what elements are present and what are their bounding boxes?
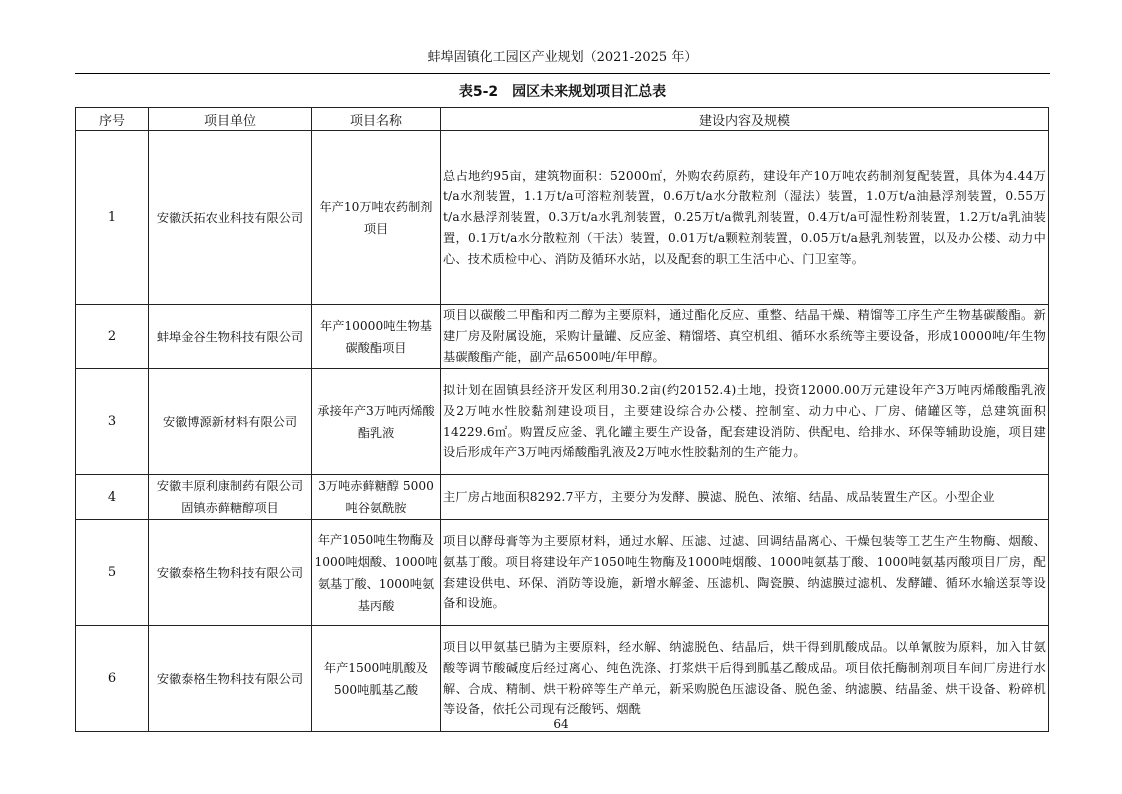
row-unit: 安徽沃拓农业科技有限公司	[149, 131, 312, 305]
row-unit: 安徽丰原利康制药有限公司固镇赤藓糖醇项目	[149, 475, 312, 520]
row-seq: 2	[76, 305, 149, 369]
column-header-name: 项目名称	[312, 108, 441, 131]
header-rule	[75, 73, 1050, 74]
table-row	[76, 131, 1049, 305]
row-seq: 3	[76, 369, 149, 475]
row-seq: 4	[76, 475, 149, 520]
row-name: 承接年产3万吨丙烯酸酯乳液	[312, 369, 441, 475]
row-desc: 项目以碳酸二甲酯和丙二醇为主要原料，通过酯化反应、重整、结晶干燥、精馏等工序生产生物基碳酸酯。新建厂房及附属设施，采购计量罐、反应釜、精馏塔、真空机组、循环水系统等主要设备，形成10000吨/年生物基碳酸酯产能，副产品6500吨/年甲醇。	[441, 305, 1049, 369]
table-row	[76, 369, 1049, 475]
table-row	[76, 626, 1049, 732]
row-unit: 安徽博源新材料有限公司	[149, 369, 312, 475]
table-row	[76, 520, 1049, 626]
page-header-title: 蚌埠固镇化工园区产业规划（2021-2025 年）	[427, 50, 698, 65]
row-unit: 蚌埠金谷生物科技有限公司	[149, 305, 312, 369]
table-caption: 表5-2 园区未来规划项目汇总表	[458, 84, 667, 100]
row-desc: 项目以甲氨基已腈为主要原料，经水解、纳滤脱色、结晶后，烘干得到肌酸成品。以单氰胺为原料，加入甘氨酸等调节酸碱度后经过离心、纯色洗涤、打浆烘干后得到胍基乙酸成品。项目依托酶制剂项目车间厂房进行水解、合成、精制、烘干粉碎等生产单元，新采购脱色压滤设备、脱色釜、纳滤膜、结晶釜、烘干设备、粉碎机等设备，依托公司现有泛酸钙、烟酰	[441, 626, 1049, 732]
row-name: 年产1500吨肌酸及500吨胍基乙酸	[312, 626, 441, 732]
project-summary-table	[75, 107, 1049, 732]
row-desc: 总占地约95亩，建筑物面积：52000㎡，外购农药原药，建设年产10万吨农药制剂复配装置，具体为4.44万t/a水剂装置，1.1万t/a可溶粒剂装置，0.6万t/a水分散粒剂（湿法）装置，1.0万t/a油悬浮剂装置，0.55万t/a水悬浮剂装置，0.3万t/a水乳剂装置，0.25万t/a微乳剂装置，0.4万t/a可湿性粉剂装置，1.2万t/a乳油装置，0.1万t/a水分散粒剂（干法）装置，0.01万t/a颗粒剂装置，0.05万t/a悬乳剂装置，以及办公楼、动力中心、技术质检中心、消防及循环水站，以及配套的职工生活中心、门卫室等。	[441, 131, 1049, 305]
row-name: 年产10000吨生物基碳酸酯项目	[312, 305, 441, 369]
row-name: 年产1050吨生物酶及1000吨烟酸、1000吨氨基丁酸、1000吨氨基丙酸	[312, 520, 441, 626]
row-desc: 拟计划在固镇县经济开发区利用30.2亩(约20152.4)土地，投资12000.00万元建设年产3万吨丙烯酸酯乳液及2万吨水性胶黏剂建设项目，主要建设综合办公楼、控制室、动力中心、厂房、储罐区等，总建筑面积14229.6㎡。购置反应釜、乳化罐主要生产设备，配套建设消防、供配电、给排水、环保等辅助设施，项目建设后形成年产3万吨丙烯酸酯乳液及2万吨水性胶黏剂的生产能力。	[441, 369, 1049, 475]
row-seq: 1	[76, 131, 149, 305]
page-number: 64	[553, 717, 569, 731]
row-desc: 主厂房占地面积8292.7平方，主要分为发酵、膜滤、脱色、浓缩、结晶、成品装置生产区。小型企业	[441, 475, 1049, 520]
row-desc: 项目以酵母膏等为主要原材料，通过水解、压滤、过滤、回调结晶离心、干燥包装等工艺生产生物酶、烟酸、氨基丁酸。项目将建设年产1050吨生物酶及1000吨烟酸、1000吨氨基丁酸、1000吨氨基丙酸项目厂房，配套建设供电、环保、消防等设施，新增水解釜、压滤机、陶瓷膜、纳滤膜过滤机、发酵罐、循环水输送泵等设备和设施。	[441, 520, 1049, 626]
row-seq: 5	[76, 520, 149, 626]
column-header-desc: 建设内容及规模	[441, 108, 1049, 131]
column-header-seq: 序号	[76, 108, 149, 131]
row-unit: 安徽泰格生物科技有限公司	[149, 520, 312, 626]
column-header-unit: 项目单位	[149, 108, 312, 131]
table-row	[76, 305, 1049, 369]
table-header-row	[76, 108, 1049, 131]
row-name: 年产10万吨农药制剂项目	[312, 131, 441, 305]
table-row	[76, 475, 1049, 520]
row-name: 3万吨赤藓糖醇 5000吨谷氨酰胺	[312, 475, 441, 520]
row-seq: 6	[76, 626, 149, 732]
row-unit: 安徽泰格生物科技有限公司	[149, 626, 312, 732]
